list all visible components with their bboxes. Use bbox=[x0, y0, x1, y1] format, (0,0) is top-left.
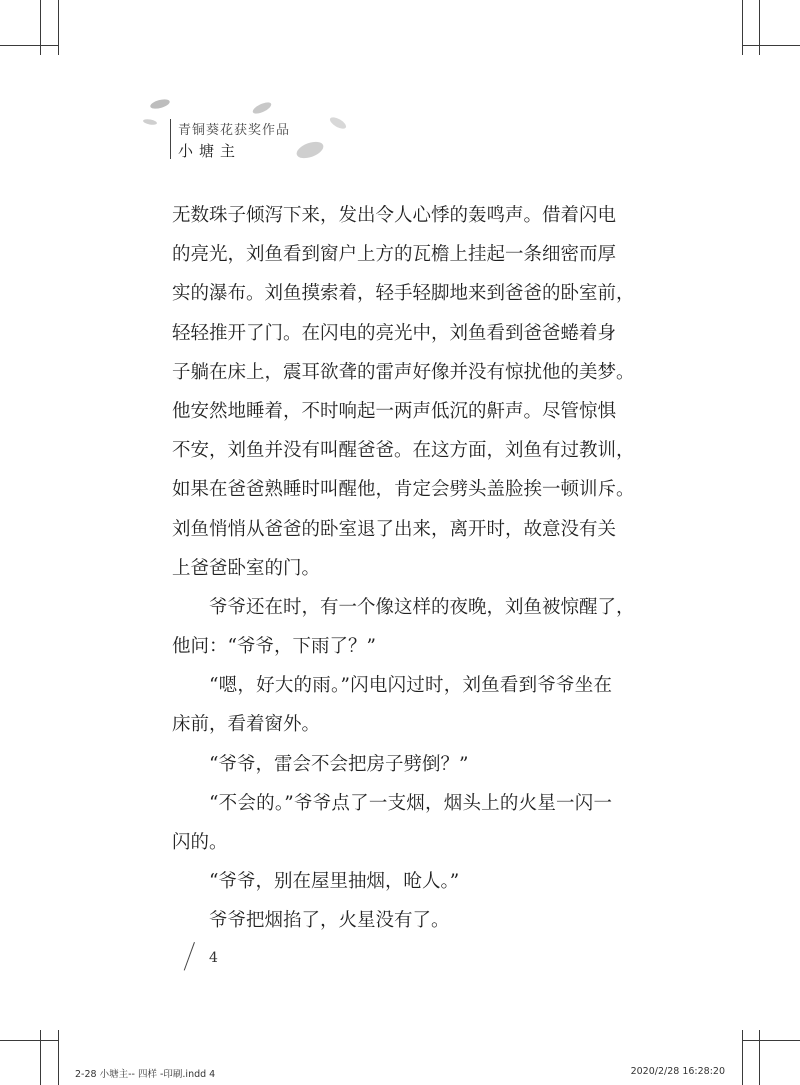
text-line: 的亮光，刘鱼看到窗户上方的瓦檐上挂起一条细密而厚 bbox=[172, 244, 617, 266]
text-line: 他问：“爷爷，下雨了？” bbox=[172, 636, 376, 658]
text-line: 爷爷把烟掐了，火星没有了。 bbox=[209, 910, 450, 932]
series-title: 青铜葵花获奖作品 bbox=[178, 123, 291, 138]
crop-mark-bottom-left-v bbox=[40, 1030, 41, 1085]
text-line: “爷爷，雷会不会把房子劈倒？” bbox=[209, 753, 469, 775]
text-line: “爷爷，别在屋里抽烟，呛人。” bbox=[209, 871, 460, 893]
text-line: 上爸爸卧室的门。 bbox=[172, 557, 321, 579]
crop-mark-top-right-v bbox=[742, 0, 743, 55]
text-line: 不安，刘鱼并没有叫醒爸爸。在这方面，刘鱼有过教训， bbox=[172, 440, 635, 462]
crop-mark-top-right-v2 bbox=[759, 0, 760, 55]
crop-mark-bottom-left-v2 bbox=[58, 1030, 59, 1085]
page-number: 4 bbox=[209, 950, 218, 966]
page-number-slash bbox=[184, 942, 195, 971]
crop-mark-bottom-right-v bbox=[742, 1030, 743, 1085]
crop-mark-bottom-right-h bbox=[742, 1040, 800, 1041]
text-line: 轻轻推开了门。在闪电的亮光中，刘鱼看到爸爸蜷着身 bbox=[172, 322, 617, 344]
crop-mark-bottom-left-h bbox=[0, 1040, 58, 1041]
text-line: “嗯，好大的雨。”闪电闪过时，刘鱼看到爷爷坐在 bbox=[209, 675, 612, 697]
text-line: 闪的。 bbox=[172, 832, 228, 853]
crop-mark-top-left-v2 bbox=[58, 0, 59, 55]
text-line: “不会的。”爷爷点了一支烟，烟头上的火星一闪一 bbox=[209, 792, 612, 814]
crop-mark-bottom-right-v2 bbox=[759, 1030, 760, 1085]
body-text bbox=[172, 196, 635, 941]
text-line: 实的瀑布。刘鱼摸索着，轻手轻脚地来到爸爸的卧室前， bbox=[172, 283, 635, 305]
footer-timestamp: 2020/2/28 16:28:20 bbox=[630, 1066, 725, 1077]
crop-mark-top-left-h bbox=[0, 45, 58, 46]
book-title: 小塘主 bbox=[178, 142, 242, 160]
text-line: 如果在爸爸熟睡时叫醒他，肯定会劈头盖脸挨一顿训斥。 bbox=[172, 479, 635, 501]
text-line: 子躺在床上，震耳欲聋的雷声好像并没有惊扰他的美梦。 bbox=[172, 361, 635, 383]
header-rule bbox=[170, 119, 171, 159]
crop-mark-top-left-v bbox=[40, 0, 41, 55]
crop-mark-top-right-h bbox=[742, 45, 800, 46]
text-line: 床前，看着窗外。 bbox=[172, 714, 321, 736]
text-line: 他安然地睡着，不时响起一两声低沉的鼾声。尽管惊惧 bbox=[172, 400, 617, 422]
text-line: 刘鱼悄悄从爸爸的卧室退了出来，离开时，故意没有关 bbox=[172, 518, 617, 540]
footer-file-info: 2-28 小塘主-- 四样 -印刷.indd 4 bbox=[75, 1069, 216, 1080]
text-line: 无数珠子倾泻下来，发出令人心悸的轰鸣声。借着闪电 bbox=[172, 205, 617, 226]
text-line: 爷爷还在时，有一个像这样的夜晚，刘鱼被惊醒了， bbox=[209, 596, 635, 618]
